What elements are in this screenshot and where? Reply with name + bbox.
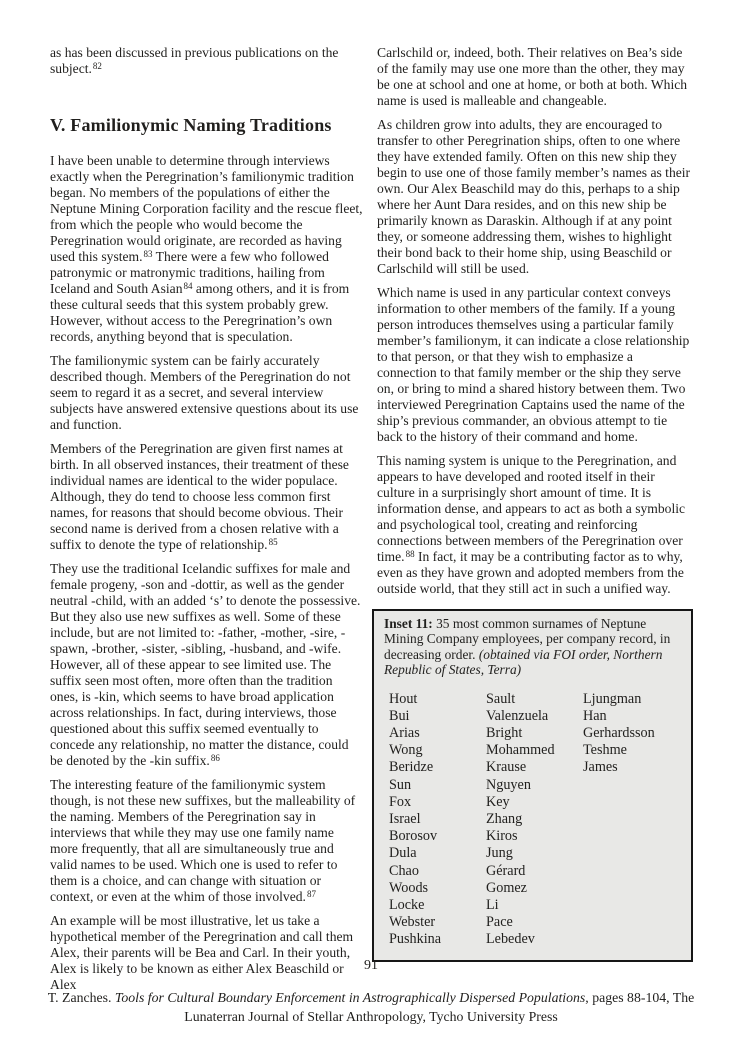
pre-heading-text (50, 45, 363, 77)
surname-item: Hout (389, 690, 418, 707)
paragraph: Which name is used in any particular context conveys information to other members of the family. If a young person introduces themselves using a particular family member’s familionym, it can indicate a close relationship to that person, or that they wish to emphasize a connection to that family member or the ship they serve on, or bring to mind a shared history between them. Two interviewed Peregrination Captains used the name of the ship’s previous commander, an obvious attempt to tie back to the history of their command and home. (377, 285, 690, 444)
surname-item: Wong (389, 742, 423, 759)
surname-item: Gomez (486, 879, 527, 896)
inset-caption-source: (obtained via FOI order, Northern Republic of States, Terra) (384, 646, 663, 678)
surname-item: Pushkina (389, 931, 442, 948)
surname-item: Li (486, 897, 499, 914)
paragraph: as has been discussed in previous publications on the subject.$^{82}$ (50, 45, 339, 76)
footnote-ref: 83 (143, 248, 153, 259)
page-number: 91 (364, 958, 378, 973)
paragraph: Carlschild or, indeed, both. Their relatives on Bea’s side of the family may use one more than the other, they may be one at school and one at home, or both at both. Which name is used is malleable and changeable. (377, 45, 688, 108)
surname-list (384, 691, 683, 949)
inset-caption-text: 35 most common surnames of Neptune Mining Company employees, per company record, in decreasing order. (384, 616, 671, 662)
surname-item: Zhang (486, 811, 523, 828)
left-column (50, 45, 363, 1001)
footnote-ref: 88 (405, 548, 415, 559)
surname-item: Arias (389, 725, 420, 742)
surname-column-2 (486, 691, 583, 949)
footnote-ref: 82 (92, 60, 102, 71)
citation-rest: , pages 88-104, The Lunaterran Journal of Stellar Anthropology, Tycho University Press (184, 990, 695, 1024)
paragraph: The familionymic system can be fairly accurately described though. Members of the Peregrination do not seem to regard it as a secret, and several interview subjects have answered extensive questions about its use and function. (50, 353, 359, 432)
surname-item: Key (486, 793, 510, 810)
surname-item: Ljungman (583, 690, 642, 707)
surname-item: Webster (389, 914, 436, 931)
paragraph: An example will be most illustrative, let us take a hypothetical member of the Peregrination and call them Alex, their parents will be Bea and Carl. In their youth, Alex is likely to be known as either Alex Beaschild or Alex (50, 913, 354, 992)
surname-column-1 (389, 691, 486, 949)
paragraph: I have been unable to determine through interviews exactly when the Peregrination’s familionymic tradition began. No members of the populations of either the Neptune Mining Corporation facility and the rescue fleet, from which the people who would become the Peregrination would originate, are recorded as having used this system.$^{83}$ There were a few who followed patronymic or matronymic traditions, hailing from Iceland and South Asian$^{84}$ among others, and it is from these cultural seeds that this system probably grew. However, without access to the Peregrination’s own records, anything beyond that is speculation. (50, 153, 363, 344)
surname-item: Han (583, 707, 607, 724)
surname-item: Bui (389, 707, 410, 724)
inset-caption (384, 616, 683, 678)
surname-item: Dula (389, 845, 417, 862)
surname-item: Israel (389, 811, 421, 828)
surname-item: Sun (389, 776, 412, 793)
paragraph: The interesting feature of the familionymic system though, is not these new suffixes, but the malleability of the naming. Members of the Peregrination say in interviews that while they may use one family name more frequently, that all are simultaneously true and valid names to be used. Which one is used to refer to them is a choice, and can change with situation or context, or even at the whim of those involved.$^{87}$ (50, 777, 356, 904)
right-column (377, 45, 693, 962)
footnote-ref: 86 (210, 752, 220, 763)
section-heading: V. Familionymic Naming Traditions (50, 115, 332, 135)
surname-item: Borosov (389, 828, 438, 845)
right-column-body (377, 45, 693, 597)
inset-label: Inset 11: (384, 616, 433, 631)
paragraph: This naming system is unique to the Peregrination, and appears to have developed and rooted itself in their culture in a surprisingly short amount of time. It is information dense, and appears to act as both a symbolic and psychological tool, creating and reinforcing connections between members of the Peregrination over time.$^{88}$ In fact, it may be a contributing factor as to why, even as they have grown and adopted members from the outside world, that they still act in such a unified way. (377, 453, 686, 596)
surname-item: Beridze (389, 759, 434, 776)
inset-box (372, 609, 693, 962)
paragraph: Members of the Peregrination are given first names at birth. In all observed instances, their treatment of these individual names are identical to the wider populace. Although, they do tend to choose less common first names, for reasons that should become obvious. Their second name is derived from a chosen relative with a suffix to denote the type of relationship.$^{85}$ (50, 441, 349, 552)
surname-item: James (583, 759, 618, 776)
surname-item: Gérard (486, 862, 526, 879)
surname-item: Fox (389, 793, 412, 810)
surname-item: Sault (486, 690, 516, 707)
citation-author: T. Zanches. (47, 990, 115, 1005)
surname-item: Pace (486, 914, 513, 931)
surname-item: Gerhardsson (583, 725, 655, 742)
citation-title: Tools for Cultural Boundary Enforcement in Astrographically Dispersed Populations (114, 990, 586, 1005)
surname-item: Chao (389, 862, 419, 879)
surname-item: Mohammed (486, 742, 555, 759)
citation (41, 988, 701, 1026)
paragraph: As children grow into adults, they are encouraged to transfer to other Peregrination ships, often to one where they have extended family. Often on this new ship they begin to use one of those family member’s names as their own. Our Alex Beaschild may do this, perhaps to a ship where her Aunt Dara resides, and on this new ship be primarily known as Daraskin. Although if at any point they, or someone addressing them, wishes to highlight their bond back to their home ship, using Beaschild or Carlschild will still be used. (377, 117, 691, 276)
surname-item: Jung (486, 845, 513, 862)
surname-item: Kiros (486, 828, 518, 845)
surname-item: Woods (389, 879, 429, 896)
footnote-ref: 85 (268, 536, 278, 547)
paragraph: They use the traditional Icelandic suffixes for male and female progeny, -son and -dottir, as well as the gender neutral -child, with an added ‘s’ to denote the possessive. But they also use new suffixes as well. Some of these include, but are not limited to: -father, -mother, -sire, -spawn, -brother, -sister, -sibling, -husband, and -wife. However, all of these appear to see limited use. The suffix seen most often, more often than the tradition ones, is -kin, which seems to have broad application across relationships. In fact, during interviews, those questioned about this suffix seemed eventually to concede any relationship, no matter the distance, could be denoted by the -kin suffix.$^{86}$ (50, 561, 361, 768)
surname-item: Locke (389, 897, 425, 914)
surname-item: Valenzuela (486, 707, 549, 724)
surname-item: Teshme (583, 742, 627, 759)
left-column-body (50, 153, 363, 993)
surname-item: Krause (486, 759, 527, 776)
footnote-ref: 87 (306, 888, 316, 899)
surname-item: Bright (486, 725, 523, 742)
surname-item: Nguyen (486, 776, 531, 793)
surname-item: Lebedev (486, 931, 535, 948)
footnote-ref: 84 (183, 280, 193, 291)
surname-column-3 (583, 691, 683, 949)
